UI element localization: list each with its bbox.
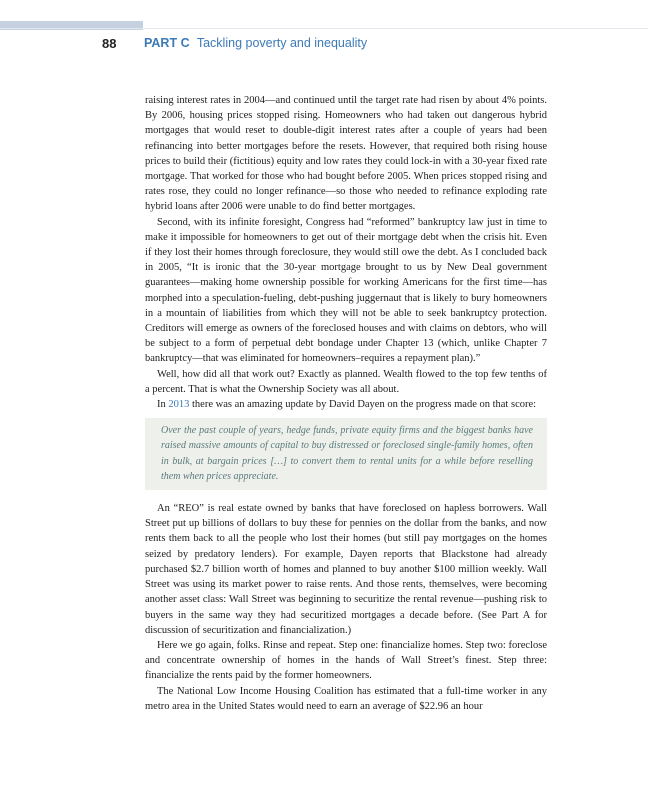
paragraph: An “REO” is real estate owned by banks that have foreclosed on hapless borrowers. Wall Street put up billions of dollars to buy these for pennies on the dollar from the banks, and now rents them back to all the people who lost their homes (but still pay mortgages on the homes seized by predatory lenders). For example, Dayen reports that Blackstone had already purchased $2.7 billion worth of homes and planned to buy another $100 million weekly. Wall Street was using its market power to raise rents. And those rents, themselves, were becoming another asset class: Wall Street was beginning to securitize the rental revenue—pushing risk to buyers in the same way they had securitized mortgages a decade before. (See Part A for discussion of securitization and financialization.) [145, 503, 547, 636]
paragraph [145, 397, 547, 412]
year-link[interactable]: 2013 [168, 399, 190, 411]
part-title: Tackling poverty and inequality [196, 36, 368, 50]
running-head [144, 36, 367, 50]
paragraph: Well, how did all that work out? Exactly as planned. Wealth flowed to the top few tenths of a percent. That is what the Ownership Society was all about. [145, 368, 547, 395]
paragraph-prefix: In [157, 399, 169, 411]
paragraph: Here we go again, folks. Rinse and repeat. Step one: financialize homes. Step two: foreclose and concentrate ownership of homes in the hands of Wall Street’s finest. Step three: financialize the rents paid by the former homeowners. [145, 639, 547, 682]
paragraph: The National Low Income Housing Coalition has estimated that a full-time worker in any metro area in the United States would need to earn an average of $22.96 an hour [145, 685, 547, 712]
body-text [145, 93, 547, 714]
page-number: 88 [102, 36, 117, 51]
paragraph: raising interest rates in 2004—and continued until the target rate had risen by about 4% points. By 2006, housing prices stopped rising. Homeowners who had taken out dangerous hybrid mortgages that would reset to double-digit interest rates after a couple of years had been refinancing into better mortgages before the resets. However, that required both rising house prices to build their (fictitious) equity and low rates they could lock-in with a 30-year fixed rate mortgage. That worked for those who had bought before 2005. When prices stopped rising and rates rose, they could no longer refinance—so those who needed to refinance exploding rate hybrid loans after 2006 were unable to do find better mortgages. [145, 95, 547, 213]
header-divider [0, 28, 648, 29]
part-label: PART C [144, 36, 190, 50]
paragraph-suffix: there was an amazing update by David Dayen on the progress made on that score: [189, 399, 537, 411]
blockquote: Over the past couple of years, hedge funds, private equity firms and the biggest banks have raised massive amounts of capital to buy distressed or foreclosed single-family homes, often in bulk, at bargain prices […] to convert them to rental units for a while before reselling them when prices appreciate. [145, 418, 547, 490]
paragraph: Second, with its infinite foresight, Congress had “reformed” bankruptcy law just in time to make it impossible for homeowners to get out of their mortgage debt when the crisis hit. Even if they lost their homes through foreclosure, they would still owe the debt. As I concluded back in 2005, “It is ironic that the 30-year mortgage brought to us by New Deal government guarantees—making home ownership possible for working Americans for the first time—has morphed into a speculation-fueling, debt-pushing juggernaut that is likely to bury homeowners in a mountain of liabilities from which they will not be able to seek bankruptcy protection. Creditors will emerge as owners of the foreclosed houses and with claims on debtors, who will be subject to a form of perpetual debt bondage under Chapter 13 (which, unlike Chapter 7 bankruptcy—that was eliminated for homeowners–requires a repayment plan).” [145, 216, 547, 365]
